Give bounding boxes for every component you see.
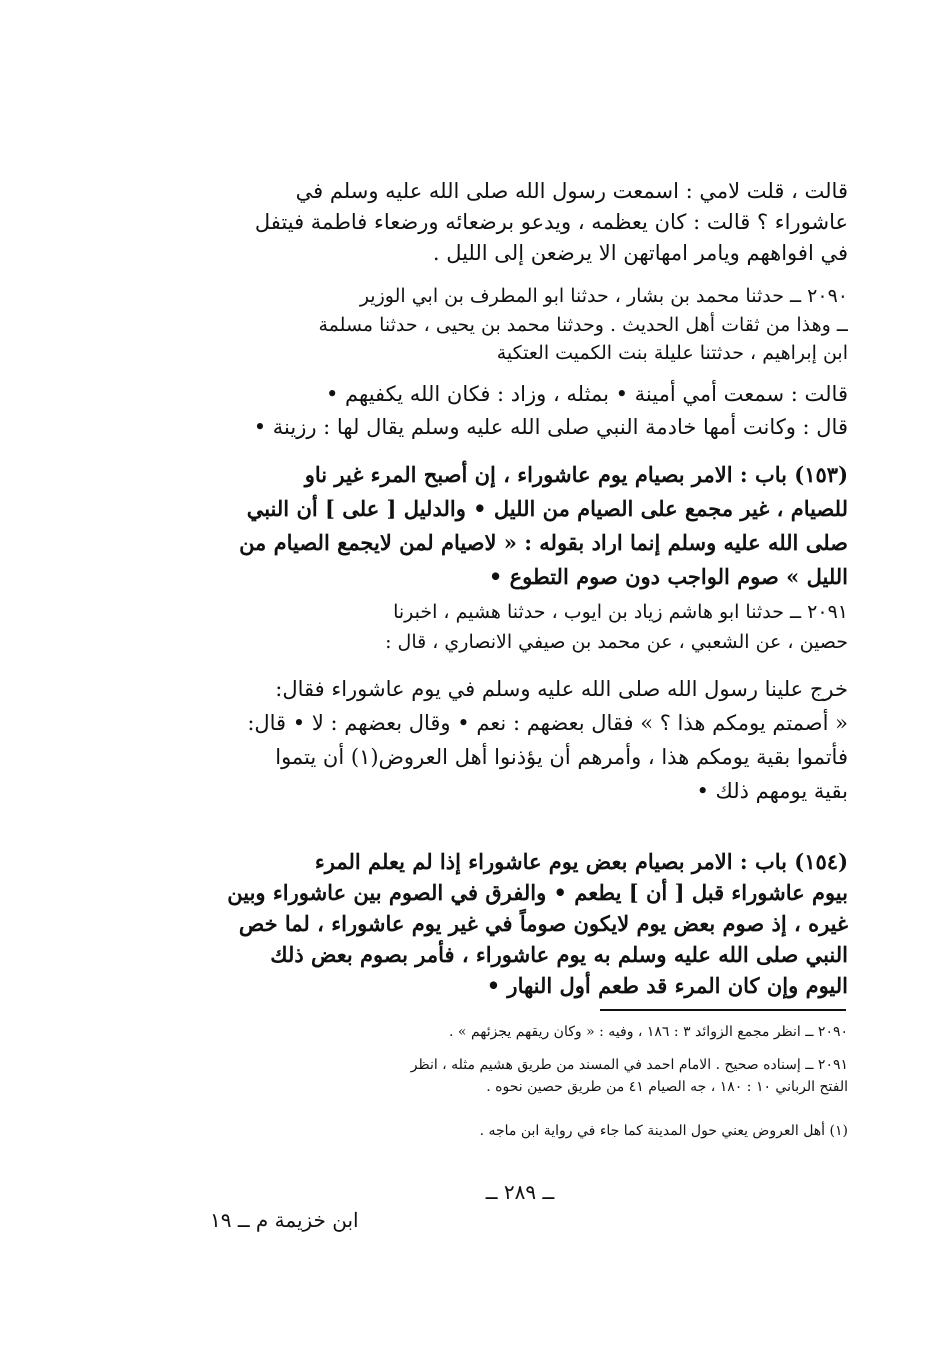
footnote-line: الفتح الرباني ١٠ : ١٨٠ ، جه الصيام ٤١ من طريق حصين نحوه . — [486, 1079, 848, 1095]
chapter-heading-153 — [186, 458, 848, 594]
footnote-divider — [600, 1009, 846, 1011]
text-line: قال : وكانت أمها خادمة النبي صلى الله عليه وسلم يقال لها : رزينة • — [253, 415, 848, 439]
paragraph-isnad-2091 — [186, 597, 848, 657]
text-line: فأتموا بقية يومكم هذا ، وأمرهم أن يؤذنوا أهل العروض(١) أن يتموا — [275, 745, 848, 769]
text-line: قالت : سمعت أمي أمينة • بمثله ، وزاد : فكان الله يكفيهم • — [326, 382, 848, 406]
page-number: ــ ٢٨٩ ــ — [485, 1180, 555, 1204]
text-line: ــ وهذا من ثقات أهل الحديث . وحدثنا محمد بن يحيى ، حدثنا مسلمة — [318, 313, 848, 336]
chapter-heading-154 — [186, 846, 848, 1001]
paragraph-hadith-text-2 — [186, 378, 848, 444]
footnote-2091 — [186, 1054, 848, 1098]
heading-line: النبي صلى الله عليه وسلم به يوم عاشوراء ، فأمر بصوم بعض ذلك — [270, 942, 848, 967]
text-line: عاشوراء ؟ قالت : كان يعظمه ، ويدعو برضعائه ورضعاء فاطمة فيتفل — [254, 210, 848, 234]
paragraph-hadith-text-1 — [186, 176, 848, 269]
paragraph-isnad-2090 — [186, 282, 848, 368]
text-line: ٢٠٩٠ ــ حدثنا محمد بن بشار ، حدثنا ابو المطرف بن ابي الوزير — [359, 285, 848, 307]
heading-line: اليوم وإن كان المرء قد طعم أول النهار • — [486, 973, 848, 998]
footnote-line: (١) أهل العروض يعني حول المدينة كما جاء في رواية ابن ماجه . — [479, 1123, 848, 1139]
heading-line: الليل » صوم الواجب دون صوم التطوع • — [488, 564, 848, 589]
heading-line: بيوم عاشوراء قبل [ أن ] يطعم • والفرق في الصوم بين عاشوراء وبين — [227, 880, 848, 905]
heading-line: غيره ، إذ صوم بعض يوم لايكون صوماً في غير يوم عاشوراء ، لما خص — [238, 911, 848, 936]
text-line: في افواههم ويامر امهاتهن الا يرضعن إلى الليل . — [432, 241, 848, 265]
text-line: حصين ، عن الشعبي ، عن محمد بن صيفي الانصاري ، قال : — [385, 631, 848, 653]
heading-line: للصيام ، غير مجمع على الصيام من الليل • والدليل [ على ] أن النبي — [246, 496, 848, 521]
footnote-line: ٢٠٩١ ــ إسناده صحيح . الامام احمد في المسند من طريق هشيم مثله ، انظر — [410, 1057, 848, 1073]
text-line: « أصمتم يومكم هذا ؟ » فقال بعضهم : نعم • وقال بعضهم : لا • قال: — [247, 711, 848, 735]
text-line: بقية يومهم ذلك • — [696, 779, 848, 803]
text-line: ابن إبراهيم ، حدثتنا عليلة بنت الكميت العتكية — [496, 342, 848, 364]
heading-line: (١٥٣) باب : الامر بصيام يوم عاشوراء ، إن أصبح المرء غير ناو — [304, 462, 848, 487]
text-line: ٢٠٩١ ــ حدثنا ابو هاشم زياد بن ايوب ، حدثنا هشيم ، اخبرنا — [393, 601, 848, 623]
heading-line: صلى الله عليه وسلم إنما اراد بقوله : « لاصيام لمن لايجمع الصيام من — [239, 530, 848, 555]
text-line: قالت ، قلت لامي : اسمعت رسول الله صلى الله عليه وسلم في — [295, 179, 848, 203]
footnote-2090 — [186, 1021, 848, 1043]
footnote-line: ٢٠٩٠ ــ انظر مجمع الزوائد ٣ : ١٨٦ ، وفيه : « وكان ريقهم يجزئهم » . — [449, 1024, 848, 1040]
paragraph-hadith-text-3 — [186, 672, 848, 808]
heading-line: (١٥٤) باب : الامر بصيام بعض يوم عاشوراء إذا لم يعلم المرء — [314, 849, 848, 874]
printer-signature: ابن خزيمة م ــ ١٩ — [210, 1208, 359, 1232]
text-line: خرج علينا رسول الله صلى الله عليه وسلم في يوم عاشوراء فقال: — [275, 677, 848, 701]
footnote-1 — [186, 1120, 848, 1142]
